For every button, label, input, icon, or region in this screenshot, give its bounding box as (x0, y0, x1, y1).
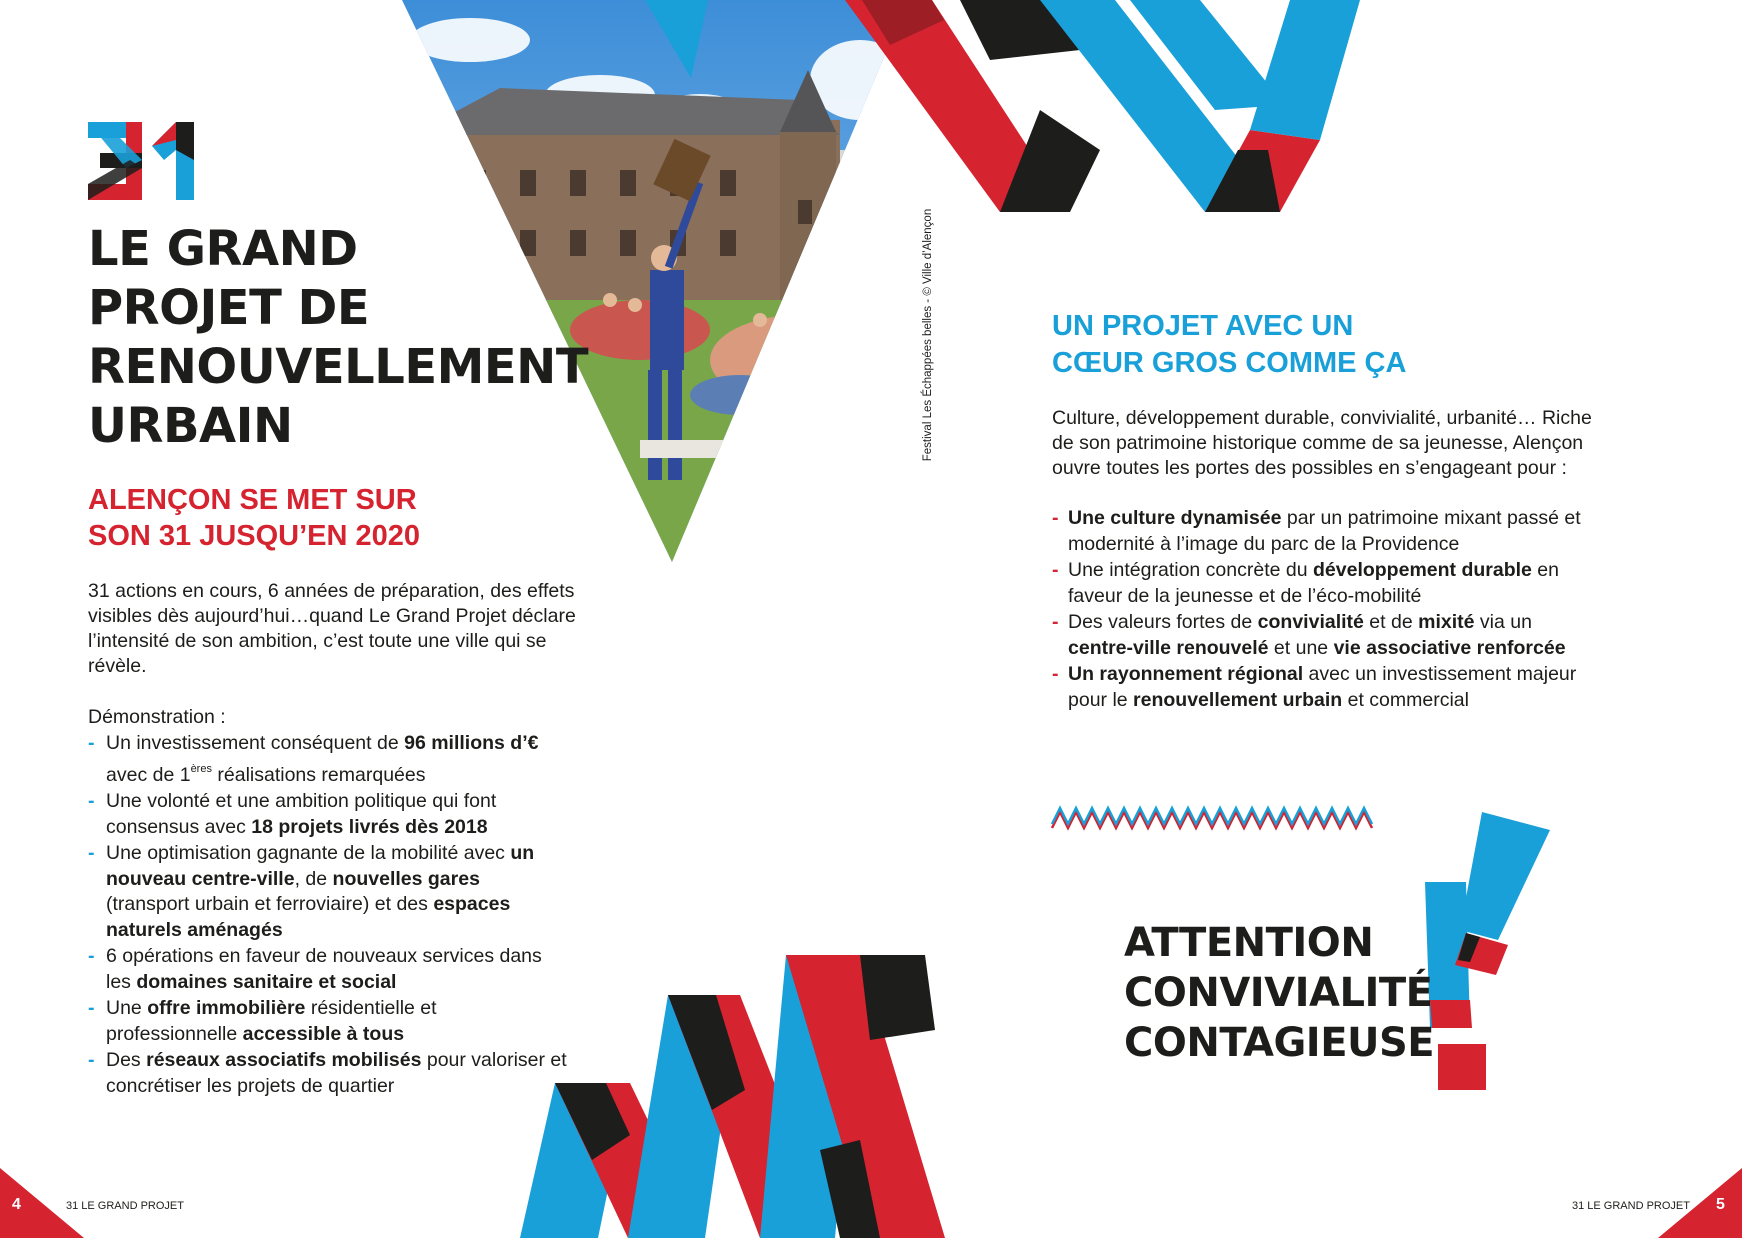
bottom-zigzag-graphic (520, 955, 945, 1238)
subtitle-line: ALENÇON SE MET SUR (88, 484, 417, 516)
text: avec un investissement majeur pour le (1068, 663, 1577, 711)
slogan-line: ATTENTION (1124, 920, 1374, 966)
text: résidentielle et professionnelle (106, 997, 437, 1045)
list-item (88, 1048, 568, 1099)
heading-line: UN PROJET AVEC UN (1052, 310, 1354, 342)
list-item (1052, 662, 1592, 713)
bold-text: développement durable (1313, 559, 1532, 581)
text: via un (1474, 611, 1532, 633)
text: Une (106, 997, 148, 1019)
footer-label-right: 31 LE GRAND PROJET (1572, 1200, 1690, 1212)
right-heading (1052, 308, 1532, 382)
footer-label-left: 31 LE GRAND PROJET (66, 1200, 184, 1212)
bold-text: un nouveau centre-ville (106, 842, 535, 890)
title-line: URBAIN (88, 398, 293, 454)
subtitle-line: SON 31 JUSQU’EN 2020 (88, 520, 421, 552)
page-number-left: 4 (12, 1196, 21, 1213)
text: réalisations remarquées (211, 763, 426, 786)
text: , de (294, 867, 333, 890)
bullet-dash: - (1052, 611, 1059, 633)
right-bullet-list (1052, 506, 1592, 714)
list-item (88, 841, 568, 943)
text: par un patrimoine mixant passé et modernité à l’image du parc de la Providence (1068, 507, 1581, 555)
bullet-dash: - (1052, 559, 1059, 581)
right-intro-paragraph: Culture, développement durable, convivialité, urbanité… Riche de son patrimoine historique comme de sa jeunesse, Alençon ouvre toutes les portes des possibles en s’engageant pour : (1052, 407, 1592, 479)
bold-text: nouvelles gares (332, 867, 480, 890)
bullet-dash: - (1052, 663, 1059, 685)
bold-text: 18 projets livrés dès 2018 (251, 815, 488, 838)
bullet-dash: - (88, 945, 95, 967)
text: et de (1363, 611, 1419, 633)
subtitle (88, 482, 508, 554)
bold-text: convivialité (1257, 611, 1364, 633)
page-number-right: 5 (1716, 1196, 1725, 1213)
photo-credit: Festival Les Échappées belles - © Ville d’Alençon (922, 208, 934, 462)
bold-text: espaces naturels aménagés (106, 893, 511, 941)
left-bullet-list (88, 731, 568, 1100)
list-item (88, 996, 568, 1047)
bold-text: accessible à tous (242, 1022, 405, 1045)
text: Une optimisation gagnante de la mobilité avec (106, 842, 511, 864)
text: 6 opérations en faveur de nouveaux services dans les (106, 945, 542, 993)
bold-text: renouvellement urbain (1133, 688, 1343, 711)
slogan-line: CONTAGIEUSE (1124, 1020, 1435, 1066)
bold-text: mixité (1418, 611, 1475, 633)
main-title (88, 220, 588, 456)
bullet-dash: - (88, 1049, 95, 1071)
bullet-dash: - (88, 997, 95, 1019)
attention-slogan (1124, 918, 1454, 1068)
bold-text: Une culture dynamisée (1068, 507, 1282, 529)
text: Des valeurs fortes de (1068, 611, 1258, 633)
bold-text: domaines sanitaire et social (136, 970, 397, 993)
title-line: RENOUVELLEMENT (88, 339, 589, 395)
text: et commercial (1342, 688, 1469, 711)
bullet-dash: - (1052, 507, 1059, 529)
intro-paragraph: 31 actions en cours, 6 années de préparation, des effets visibles dès aujourd’hui…quand Le Grand Projet déclare l’intensité de son ambition, c’est toute une ville qui se révèle. (88, 580, 576, 677)
bullet-dash: - (88, 732, 95, 754)
text: Des (106, 1049, 147, 1071)
text: Une intégration concrète du (1068, 559, 1313, 581)
demonstration-label: Démonstration : (88, 706, 226, 728)
text: pour valoriser et concrétiser les projets de quartier (106, 1049, 567, 1097)
bold-text: réseaux associatifs mobilisés (146, 1049, 422, 1071)
logo-31-graphic (88, 122, 194, 200)
list-item (88, 731, 568, 788)
text: Un investissement conséquent de (106, 732, 405, 754)
wave-divider-graphic (1052, 808, 1372, 828)
text: en faveur de la jeunesse et de l’éco-mobilité (1068, 559, 1559, 607)
heading-line: CŒUR GROS COMME ÇA (1052, 347, 1407, 379)
text: avec de 1 (106, 763, 191, 786)
bullet-dash: - (88, 842, 95, 864)
bold-text: Un rayonnement régional (1068, 663, 1304, 685)
list-item (88, 789, 568, 840)
list-item (1052, 610, 1592, 661)
superscript: ères (190, 762, 212, 775)
bullet-dash: - (88, 790, 95, 812)
title-line: PROJET DE (88, 280, 370, 336)
list-item (1052, 558, 1592, 609)
list-item (88, 944, 568, 995)
text: Une volonté et une ambition politique qui font consensus avec (106, 790, 497, 838)
text: et une (1268, 636, 1334, 659)
bold-text: centre-ville renouvelé (1068, 636, 1269, 659)
text: (transport urbain et ferroviaire) et des (106, 893, 434, 915)
bold-text: vie associative renforcée (1333, 636, 1566, 659)
bold-text: 96 millions d’€ (404, 732, 539, 754)
slogan-line: CONVIVIALITÉ (1124, 970, 1433, 1016)
list-item (1052, 506, 1592, 557)
bold-text: offre immobilière (147, 997, 306, 1019)
title-line: LE GRAND (88, 221, 358, 277)
